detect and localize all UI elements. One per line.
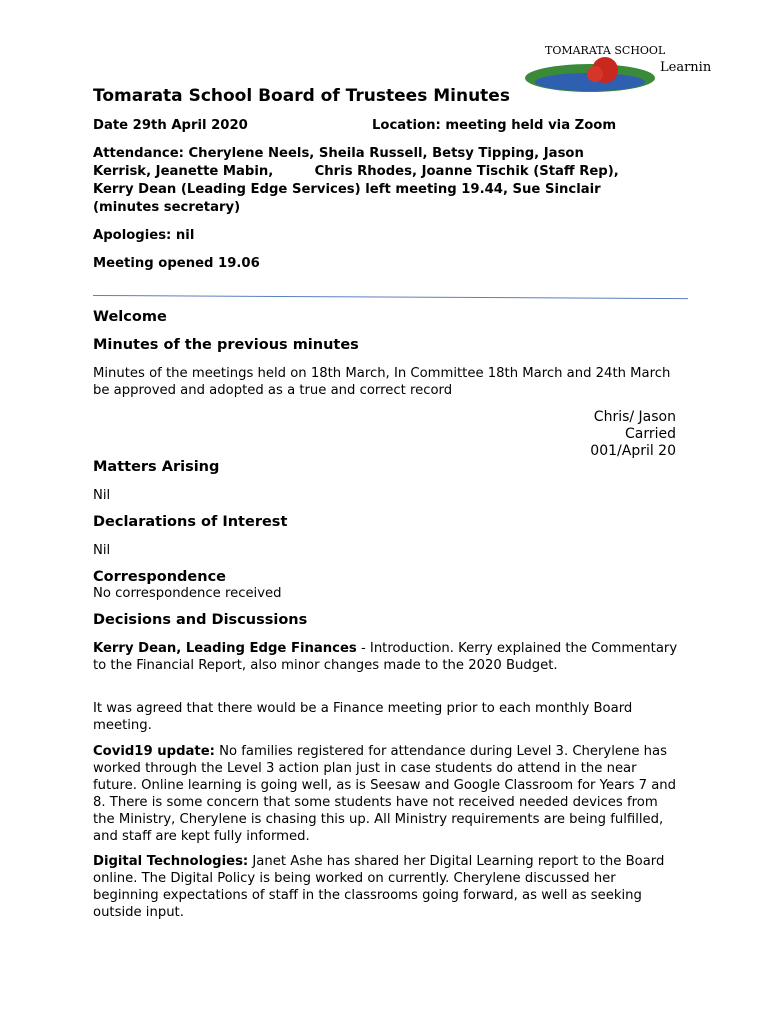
meeting-date: Date 29th April 2020: [93, 118, 248, 133]
heading-matters-arising: Matters Arising: [93, 459, 220, 475]
heading-declarations: Declarations of Interest: [93, 514, 288, 530]
covid-text: No families registered for attendance during Level 3. Cherylene has worked through the Level 3 action plan just in case students do attend in the near future. Online learning is going well, as is Seesaw and Google Classroom for Years 7 and 8. There is some concern that some students have not received needed devices from the Ministry, Cherylene is chasing this up. All Ministry requirements are being fulfilled, and staff are kept fully informed.: [93, 744, 677, 844]
logo-caption: Learnin: [660, 60, 712, 75]
covid-paragraph: [93, 743, 683, 845]
covid-label: Covid19 update:: [93, 744, 215, 759]
logo-text: TOMARATA SCHOOL: [545, 44, 666, 57]
heading-decisions: Decisions and Discussions: [93, 612, 308, 628]
kerry-paragraph: [93, 640, 683, 674]
declarations-text: Nil: [93, 543, 111, 558]
kerry-label: Kerry Dean, Leading Edge Finances: [93, 641, 357, 656]
attendance-line-1: Attendance: Cherylene Neels, Sheila Russell, Betsy Tipping, Jason: [93, 146, 584, 161]
meeting-location: Location: meeting held via Zoom: [372, 118, 617, 133]
divider: [93, 295, 688, 299]
matters-arising-text: Nil: [93, 488, 111, 503]
kerry-text: - Introduction. Kerry explained the Commentary to the Financial Report, also minor changes made to the 2020 Budget.: [93, 641, 678, 673]
heading-previous-minutes: Minutes of the previous minutes: [93, 337, 359, 353]
motion-result: Carried: [624, 426, 676, 442]
previous-minutes-text: Minutes of the meetings held on 18th March, In Committee 18th March and 24th March be approved and adopted as a true and correct record: [93, 366, 671, 398]
motion-movers: Chris/ Jason: [593, 409, 676, 425]
digital-text: Janet Ashe has shared her Digital Learning report to the Board online. The Digital Policy is being worked on currently. Cherylene discussed her beginning expectations of staff in the classrooms going forward, as well as seeking outside input.: [93, 854, 665, 920]
heading-correspondence: Correspondence: [93, 569, 226, 585]
heading-welcome: Welcome: [93, 309, 167, 325]
digital-label: Digital Technologies:: [93, 854, 249, 869]
attendance-line-2: Kerrisk, Jeanette Mabin, Chris Rhodes, Joanne Tischik (Staff Rep),: [93, 164, 619, 179]
correspondence-text: No correspondence received: [93, 586, 282, 601]
finance-paragraph: It was agreed that there would be a Finance meeting prior to each monthly Board meeting.: [93, 701, 633, 733]
apologies: Apologies: nil: [93, 228, 195, 243]
digital-paragraph: [93, 853, 683, 921]
meeting-opened: Meeting opened 19.06: [93, 256, 260, 271]
attendance-line-3: Kerry Dean (Leading Edge Services) left meeting 19.44, Sue Sinclair: [93, 182, 601, 197]
motion-number: 001/April 20: [590, 443, 676, 459]
attendance-line-4: (minutes secretary): [93, 200, 241, 215]
page-title: Tomarata School Board of Trustees Minutes: [93, 86, 510, 106]
